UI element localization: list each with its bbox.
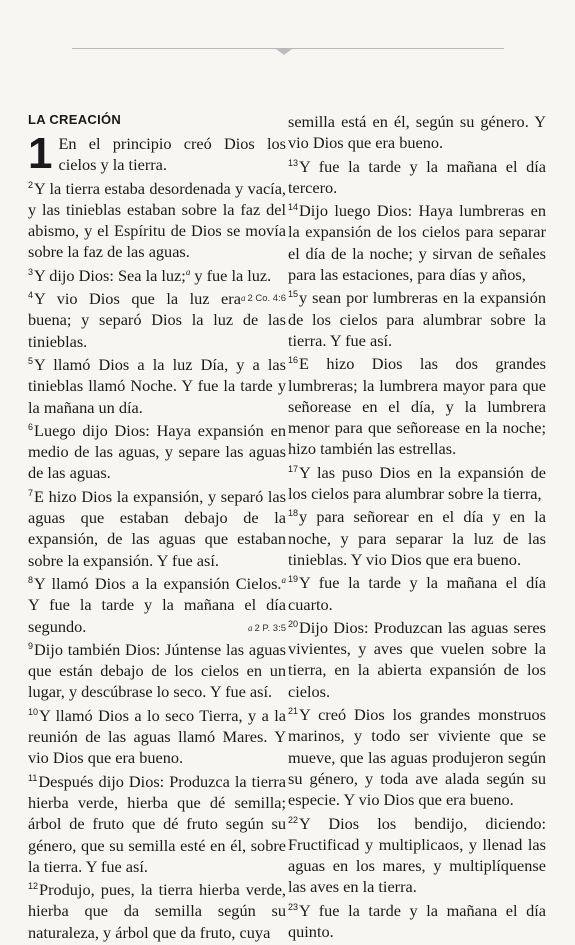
verse-text: y sean por lumbreras en la expansión de los cielos para alumbrar sobre la tierra. Y fue así. xyxy=(288,288,546,350)
verse-number: 2 xyxy=(28,179,34,190)
verse-number: 21 xyxy=(288,706,299,717)
xref-marker: a xyxy=(247,622,253,633)
verse-number: 8 xyxy=(28,574,34,585)
chapter-number: 1 xyxy=(28,129,53,178)
footnote-marker: a xyxy=(185,266,191,277)
verse-text: Y fue la tarde y la mañana el día tercero. xyxy=(288,156,546,197)
verse-text: Y llamó Dios a la expansión Cielos. xyxy=(34,573,282,593)
right-column xyxy=(288,111,546,944)
verse-text: E hizo Dios la expansión, y separó las aguas que estaban debajo de la expansión, de las aguas que estaban sobre la expansión. Y fue así. xyxy=(28,486,286,570)
verse-2 xyxy=(28,178,286,263)
verse-number: 17 xyxy=(288,463,299,474)
verse-text: Y fue la tarde y la mañana el día segundo. xyxy=(28,595,286,636)
verse-number: 9 xyxy=(28,640,34,651)
verse-17 xyxy=(288,462,546,505)
verse-text: Y fue la tarde y la mañana el día cuarto. xyxy=(288,573,546,614)
verse-number: 5 xyxy=(28,355,34,366)
verse-number: 14 xyxy=(288,202,299,213)
verse-text: Y creó Dios los grandes monstruos marinos, y todo ser viviente que se mueve, que las aguas produjeron según su género, y toda ave alada según su especie. Y vio Dios que era bueno. xyxy=(288,705,546,810)
verse-text: Dijo Dios: Produzcan las aguas seres vivientes, y aves que vuelen sobre la tierra, en la abierta expansión de los cielos. xyxy=(288,617,546,701)
verse-22 xyxy=(288,813,546,898)
verse-number: 7 xyxy=(28,487,34,498)
verse-11 xyxy=(28,771,286,877)
verse-text: En el principio creó Dios los cielos y la tierra. xyxy=(58,134,286,175)
verse-19 xyxy=(288,572,546,615)
verse-number: 4 xyxy=(28,290,34,301)
verse-text: Y fue la tarde y la mañana el día quinto. xyxy=(288,900,546,941)
verse-number: 3 xyxy=(28,266,34,277)
verse-text: Luego dijo Dios: Haya expansión en medio de las aguas, y separe las aguas de las aguas. xyxy=(28,420,286,483)
xref-marker: a xyxy=(240,293,246,304)
verse-text: Y Dios los bendijo, diciendo: Fructificad y multiplicaos, y llenad las aguas en los mares, y multiplíquense las aves en la tierra. xyxy=(288,813,546,897)
verse-1 xyxy=(28,129,286,178)
verse-text: Y llamó Dios a lo seco Tierra, y a la reunión de las aguas llamó Mares. Y vio Dios que era bueno. xyxy=(28,705,286,768)
verse-13 xyxy=(288,156,546,199)
verse-23 xyxy=(288,900,546,943)
verse-number: 18 xyxy=(288,508,299,519)
verse-text: Y las puso Dios en la expansión de los cielos para alumbrar sobre la tierra, xyxy=(288,462,546,504)
verse-20 xyxy=(288,617,546,702)
verse-15 xyxy=(288,287,546,351)
verse-number: 10 xyxy=(28,706,39,717)
cross-reference xyxy=(241,288,286,309)
xref-text: 2 Co. 4:6 xyxy=(247,293,286,305)
verse-16 xyxy=(288,353,546,459)
verse-number: 19 xyxy=(288,574,299,585)
verse-18 xyxy=(288,506,546,570)
verse-number: 13 xyxy=(288,157,299,168)
verse-number: 16 xyxy=(288,355,299,366)
verse-9 xyxy=(28,639,286,703)
verse-10 xyxy=(28,705,286,769)
verse-21 xyxy=(288,704,546,810)
verse-number: 20 xyxy=(288,618,299,629)
verse-14 xyxy=(288,200,546,285)
footnote-marker: a xyxy=(281,574,286,585)
xref-text: 2 P. 3:5 xyxy=(254,622,286,634)
verse-number: 6 xyxy=(28,421,34,432)
verse-text: Y llamó Dios a la luz Día, y a las tinieblas llamó Noche. Y fue la tarde y la mañana un día. xyxy=(28,354,286,417)
verse-number: 23 xyxy=(288,901,299,912)
verse-text: E hizo Dios las dos grandes lumbreras; la lumbrera mayor para que señorease en el día, y la lumbrera menor para que señorease en la noche; hizo también las estrellas. xyxy=(288,354,546,459)
verse-text: Produjo, pues, la tierra hierba verde, hierba que da semilla según su naturaleza, y árbol que da fruto, cuya xyxy=(28,880,286,942)
cross-reference xyxy=(248,618,286,639)
verse-number: 15 xyxy=(288,289,299,300)
verse-text: y fue la luz. xyxy=(190,265,272,285)
verse-number: 11 xyxy=(28,772,38,783)
verse-text: Y vio Dios que la luz era buena; y separó Dios la luz de las tinieblas. xyxy=(28,289,286,351)
verse-text: Dijo también Dios: Júntense las aguas que están debajo de los cielos en un lugar, y descúbrase lo seco. Y fue así. xyxy=(28,639,286,702)
verse-text: semilla está en él, según su género. Y vio Dios que era bueno. xyxy=(288,112,546,153)
verse-12 xyxy=(28,879,286,943)
verse-number: 22 xyxy=(288,814,299,825)
page-top-notch xyxy=(276,49,292,55)
verse-7 xyxy=(28,486,286,571)
section-heading: LA CREACIÓN xyxy=(28,112,122,127)
left-column xyxy=(28,112,286,945)
verse-text: Dijo luego Dios: Haya lumbreras en la expansión de los cielos para separar el día de la noche; y sirvan de señales para las estaciones, para días y años, xyxy=(288,201,546,285)
verse-text: y para señorear en el día y en la noche, y para separar la luz de las tinieblas. Y vio Dios que era bueno. xyxy=(288,507,546,569)
verse-number: 12 xyxy=(28,881,39,892)
verse-text: Y la tierra estaba desordenada y vacía, y las tinieblas estaban sobre la faz del abismo, y el Espíritu de Dios se movía sobre la faz de las aguas. xyxy=(28,178,286,262)
verse-12-continued xyxy=(288,111,546,154)
verse-text: Y dijo Dios: Sea la luz; xyxy=(34,265,186,285)
verse-5 xyxy=(28,354,286,418)
verse-text: Después dijo Dios: Produzca la tierra hierba verde, hierba que dé semilla; árbol de fruto que dé fruto según su género, que su semilla esté en él, sobre la tierra. Y fue así. xyxy=(28,771,286,876)
verse-8 xyxy=(28,573,286,637)
verse-6 xyxy=(28,420,286,484)
verse-3 xyxy=(28,265,286,305)
